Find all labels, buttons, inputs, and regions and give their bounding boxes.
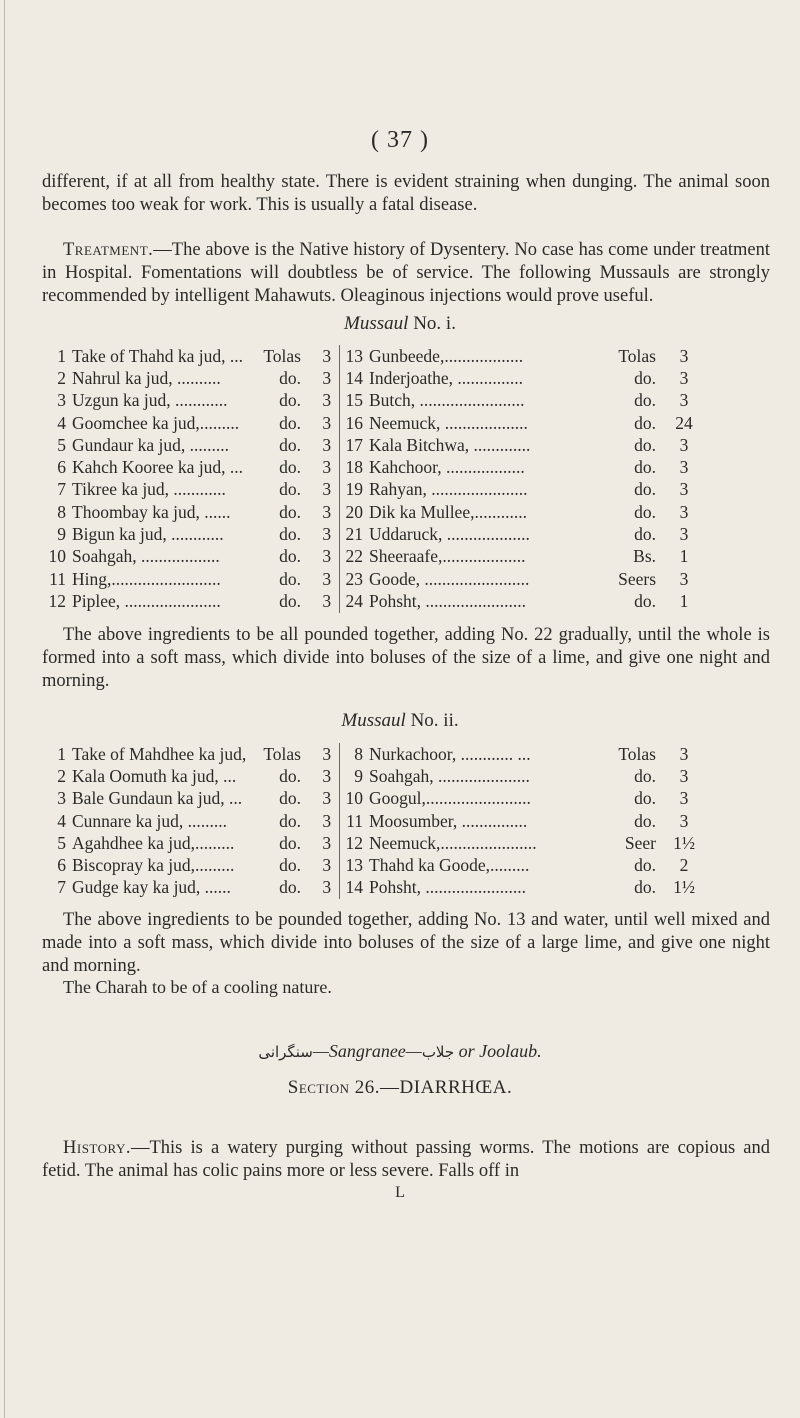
section-title: DIARRHŒA. (399, 1077, 513, 1098)
ingredient-number: 2 (57, 367, 66, 388)
ingredient-unit: Tolas (263, 345, 301, 366)
ingredient-name: Bale Gundaun ka jud, ... (72, 788, 243, 809)
ingredient-quantity: 3 (322, 479, 332, 500)
ingredient-quantity: 3 (679, 788, 689, 809)
ingredient-unit: do. (279, 367, 301, 388)
ingredient-number: 16 (339, 412, 369, 434)
ingredient-unit: do. (279, 765, 301, 786)
ingredient-unit: Bs. (633, 546, 656, 567)
ingredient-unit: do. (634, 855, 656, 876)
ingredient-quantity: 3 (322, 765, 332, 786)
ingredient-row (48, 854, 698, 876)
joolaub-name: Joolaub. (479, 1041, 542, 1061)
ingredient-row (48, 345, 698, 367)
ingredient-number: 6 (57, 855, 66, 876)
ingredient-quantity: 3 (322, 390, 332, 411)
ingredient-quantity: 3 (322, 501, 332, 522)
ingredient-unit: do. (279, 479, 301, 500)
ingredient-unit: Tolas (618, 743, 656, 764)
ingredient-name: Take of Thahd ka jud, ... (72, 345, 243, 366)
ingredient-name: Thoombay ka jud, ...... (72, 501, 231, 522)
ingredient-number: 14 (339, 367, 369, 389)
ingredient-row (48, 501, 698, 523)
ingredient-name: Agahdhee ka jud,......... (72, 832, 235, 853)
ingredient-unit: do. (279, 810, 301, 831)
ingredient-quantity: 3 (679, 390, 689, 411)
signature-mark: L (395, 1184, 405, 1201)
ingredient-number: 10 (48, 546, 66, 567)
ingredient-name: Kahch Kooree ka jud, ... (72, 457, 244, 478)
ingredient-unit: Seers (618, 568, 656, 589)
ingredient-number: 9 (57, 524, 66, 545)
ingredient-quantity: 3 (322, 367, 332, 388)
ingredient-number: 6 (57, 457, 66, 478)
mussaul-1-title: Mussaul (344, 313, 409, 334)
treatment-paragraph (42, 239, 770, 308)
mussaul-1-number: No. i. (413, 313, 456, 334)
ingredient-unit: do. (634, 457, 656, 478)
ingredient-number: 21 (339, 523, 369, 545)
ingredient-number: 4 (57, 412, 66, 433)
ingredient-name: Sheeraafe,................... (369, 546, 526, 567)
ingredient-number: 18 (339, 456, 369, 478)
ingredient-unit: do. (279, 788, 301, 809)
ingredient-name: Kala Oomuth ka jud, ... (72, 765, 237, 786)
ingredient-number: 5 (57, 832, 66, 853)
ingredient-row (48, 568, 698, 590)
mussaul-1-instructions: The above ingredients to be all pounded together, adding No. 22 gradually, until the whole is formed into a soft mass, which divide into boluses of the size of a lime, and give one night and morning. (42, 625, 770, 691)
ingredient-quantity: 2 (679, 855, 689, 876)
or-word: or (458, 1041, 475, 1061)
ingredient-name: Rahyan, ...................... (369, 479, 528, 500)
ingredient-unit: do. (634, 877, 656, 898)
ingredient-name: Kala Bitchwa, ............. (369, 434, 531, 455)
ingredient-unit: Tolas (263, 743, 301, 764)
ingredient-quantity: 3 (322, 810, 332, 831)
ingredient-quantity: 3 (679, 434, 689, 455)
ingredient-number: 8 (57, 501, 66, 522)
ingredient-number: 15 (339, 390, 369, 412)
ingredient-quantity: 3 (679, 743, 689, 764)
ingredient-number: 22 (339, 546, 369, 568)
section-number: 26.— (354, 1077, 400, 1098)
ingredient-unit: do. (634, 434, 656, 455)
ingredient-row (48, 743, 698, 765)
ingredient-row (48, 788, 698, 810)
ingredient-quantity: 1 (679, 590, 689, 611)
ingredient-unit: do. (634, 367, 656, 388)
ingredient-quantity: 3 (322, 855, 332, 876)
ingredient-name: Bigun ka jud, ............ (72, 524, 224, 545)
ingredient-name: Hing,......................... (72, 568, 221, 589)
ingredient-row (48, 832, 698, 854)
ingredient-number: 3 (57, 390, 66, 411)
ingredient-unit: do. (279, 524, 301, 545)
ingredient-unit: do. (279, 390, 301, 411)
ingredient-row (48, 479, 698, 501)
ingredient-number: 24 (339, 590, 369, 612)
ingredient-quantity: 3 (679, 765, 689, 786)
ingredient-name: Take of Mahdhee ka jud, (72, 743, 247, 764)
ingredient-number: 4 (57, 810, 66, 831)
ingredient-unit: do. (279, 412, 301, 433)
ingredient-unit: do. (634, 810, 656, 831)
ingredient-quantity: 3 (322, 457, 332, 478)
ingredient-row (48, 877, 698, 899)
ingredient-name: Soahgah, .................. (72, 546, 220, 567)
mussaul-2-number: No. ii. (410, 710, 459, 731)
mussaul-1-heading (0, 313, 800, 335)
ingredient-number: 13 (339, 854, 369, 876)
mussaul-2-table (48, 743, 698, 899)
ingredient-unit: do. (279, 855, 301, 876)
mussaul-1-table (48, 345, 698, 613)
ingredient-name: Neemuck, ................... (369, 412, 528, 433)
ingredient-name: Neemuck,...................... (369, 832, 537, 853)
ingredient-quantity: 1½ (673, 877, 695, 898)
ingredient-quantity: 3 (322, 546, 332, 567)
ingredient-quantity: 3 (322, 832, 332, 853)
ingredient-number: 3 (57, 788, 66, 809)
ingredient-unit: do. (279, 546, 301, 567)
page-number: ( 37 ) (371, 127, 429, 153)
ingredient-row (48, 765, 698, 787)
ingredient-quantity: 3 (679, 501, 689, 522)
ingredient-name: Dik ka Mullee,............ (369, 501, 527, 522)
ingredient-name: Biscopray ka jud,......... (72, 855, 235, 876)
ingredient-name: Pohsht, ....................... (369, 877, 527, 898)
ingredient-number: 13 (339, 345, 369, 367)
ingredient-name: Soahgah, ..................... (369, 765, 530, 786)
ingredient-row (48, 434, 698, 456)
ingredient-quantity: 3 (322, 590, 332, 611)
ingredient-row (48, 456, 698, 478)
ingredient-number: 20 (339, 501, 369, 523)
page-edge (4, 0, 5, 1418)
ingredient-unit: do. (279, 590, 301, 611)
ingredient-name: Cunnare ka jud, ......... (72, 810, 228, 831)
ingredient-number: 7 (57, 877, 66, 898)
ingredient-number: 7 (57, 479, 66, 500)
ingredient-quantity: 3 (322, 345, 332, 366)
ingredient-unit: do. (634, 390, 656, 411)
ingredient-quantity: 3 (679, 367, 689, 388)
ingredient-unit: Seer (624, 832, 656, 853)
ingredient-name: Gundaur ka jud, ......... (72, 434, 229, 455)
ingredient-number: 11 (49, 568, 66, 589)
ingredient-quantity: 3 (679, 810, 689, 831)
ingredient-name: Uzgun ka jud, ............ (72, 390, 228, 411)
ingredient-unit: do. (634, 412, 656, 433)
ingredient-name: Thahd ka Goode,......... (369, 855, 530, 876)
ingredient-number: 19 (339, 479, 369, 501)
ingredient-unit: do. (279, 877, 301, 898)
ingredient-quantity: 3 (322, 524, 332, 545)
ingredient-name: Uddaruck, ................... (369, 524, 530, 545)
ingredient-quantity: 3 (322, 743, 332, 764)
ingredient-row (48, 412, 698, 434)
treatment-text: —The above is the Native history of Dysentery. No case has come under treatment in Hospital. Fomentations will doubtless be of service. The following Mussauls are strongly recommended by intelligent Mahawuts. Oleaginous injections would prove useful. (42, 240, 770, 306)
ingredient-unit: do. (634, 788, 656, 809)
ingredient-number: 1 (57, 743, 66, 764)
ingredient-unit: do. (634, 524, 656, 545)
ingredient-number: 10 (339, 788, 369, 810)
ingredient-quantity: 3 (679, 345, 689, 366)
ingredient-unit: do. (634, 479, 656, 500)
ingredient-row (48, 367, 698, 389)
ingredient-name: Moosumber, ............... (369, 810, 528, 831)
ingredient-unit: do. (279, 457, 301, 478)
ingredient-name: Inderjoathe, ............... (369, 367, 524, 388)
ingredient-quantity: 3 (679, 568, 689, 589)
ingredient-quantity: 3 (679, 524, 689, 545)
ingredient-name: Nurkachoor, ............ ... (369, 743, 531, 764)
ingredient-name: Goode, ........................ (369, 568, 530, 589)
ingredient-row (48, 390, 698, 412)
treatment-label: Treatment. (63, 240, 154, 260)
ingredient-unit: do. (279, 501, 301, 522)
ingredient-quantity: 3 (322, 877, 332, 898)
history-text: —This is a watery purging without passing worms. The motions are copious and fetid. The animal has colic pains more or less severe. Falls off in (42, 1138, 770, 1181)
ingredient-name: Gunbeede,.................. (369, 345, 524, 366)
ingredient-unit: do. (634, 501, 656, 522)
ingredient-name: Kahchoor, .................. (369, 457, 525, 478)
ingredient-quantity: 3 (322, 568, 332, 589)
ingredient-name: Piplee, ...................... (72, 590, 221, 611)
ingredient-number: 9 (339, 765, 369, 787)
ingredient-name: Tikree ka jud, ............ (72, 479, 226, 500)
ingredient-row (48, 590, 698, 612)
history-paragraph (42, 1137, 770, 1183)
ingredient-quantity: 3 (322, 434, 332, 455)
ingredient-unit: do. (279, 434, 301, 455)
ingredient-name: Gudge kay ka jud, ...... (72, 877, 231, 898)
ingredient-quantity: 1 (679, 546, 689, 567)
section-native-names (0, 1041, 800, 1062)
ingredient-row (48, 523, 698, 545)
ingredient-quantity: 3 (322, 412, 332, 433)
ingredient-quantity: 1½ (673, 832, 695, 853)
charah-note: The Charah to be of a cooling nature. (63, 977, 332, 997)
ingredient-quantity: 3 (322, 788, 332, 809)
native-script-sangranee: سنگرانی (258, 1043, 313, 1061)
ingredient-number: 5 (57, 434, 66, 455)
ingredient-name: Pohsht, ....................... (369, 590, 527, 611)
history-label: History. (63, 1138, 131, 1158)
intro-paragraph: different, if at all from healthy state. There is evident straining when dunging. The animal soon becomes too weak for work. This is usually a fatal disease. (42, 172, 770, 215)
ingredient-quantity: 24 (675, 412, 693, 433)
ingredient-name: Butch, ........................ (369, 390, 525, 411)
sangranee-name: —Sangranee— (312, 1041, 422, 1061)
ingredient-name: Nahrul ka jud, .......... (72, 367, 221, 388)
ingredient-unit: do. (279, 832, 301, 853)
mussaul-2-heading (0, 710, 800, 732)
ingredient-number: 1 (57, 345, 66, 366)
ingredient-number: 14 (339, 877, 369, 899)
ingredient-row (48, 810, 698, 832)
ingredient-number: 23 (339, 568, 369, 590)
mussaul-2-title: Mussaul (341, 710, 406, 731)
section-label: Section (287, 1077, 350, 1098)
ingredient-number: 11 (339, 810, 369, 832)
ingredient-name: Goomchee ka jud,......... (72, 412, 240, 433)
mussaul-2-instructions: The above ingredients to be pounded together, adding No. 13 and water, until well mixed and made into a soft mass, which divide into boluses of the size of a large lime, and give one night and morning. (42, 910, 770, 976)
section-heading (0, 1077, 800, 1099)
native-script-joolaub: جلاب (421, 1043, 455, 1061)
ingredient-unit: Tolas (618, 345, 656, 366)
ingredient-row (48, 546, 698, 568)
ingredient-unit: do. (634, 590, 656, 611)
ingredient-quantity: 3 (679, 479, 689, 500)
ingredient-number: 12 (339, 832, 369, 854)
ingredient-number: 17 (339, 434, 369, 456)
ingredient-unit: do. (634, 765, 656, 786)
ingredient-unit: do. (279, 568, 301, 589)
ingredient-name: Googul,........................ (369, 788, 531, 809)
ingredient-number: 2 (57, 765, 66, 786)
ingredient-number: 8 (339, 743, 369, 765)
ingredient-number: 12 (48, 590, 66, 611)
ingredient-quantity: 3 (679, 457, 689, 478)
